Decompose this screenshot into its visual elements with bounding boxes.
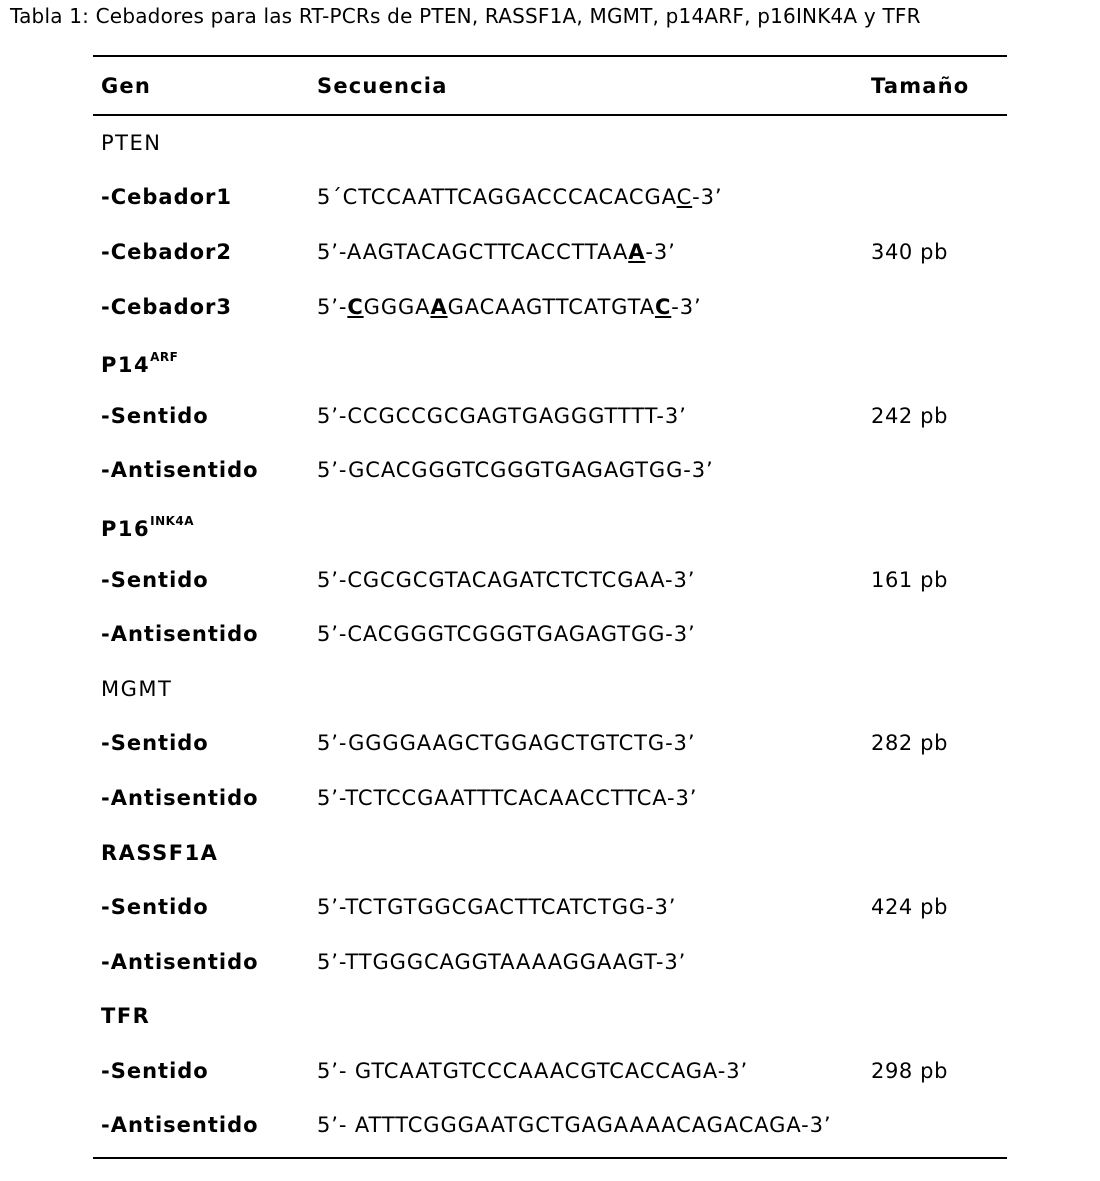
group-row-tfr	[93, 989, 1007, 1044]
header-secuencia: Secuencia	[317, 73, 448, 98]
primer-sequence: 5’-GGGGAAGCTGGAGCTGTCTG-3’	[317, 731, 696, 756]
group-row-rassf1a	[93, 825, 1007, 880]
product-size: 424 pb	[871, 895, 949, 920]
primer-sequence: 5’-CACGGGTCGGGTGAGAGTGG-3’	[317, 622, 696, 647]
table-row	[93, 225, 1007, 280]
primer-label: -Sentido	[101, 403, 209, 428]
table-row	[93, 934, 1007, 989]
table-row	[93, 771, 1007, 826]
header-tamano: Tamaño	[871, 73, 970, 98]
table-row	[93, 716, 1007, 771]
product-size: 161 pb	[871, 567, 949, 592]
primer-label: -Sentido	[101, 895, 209, 920]
table-row	[93, 552, 1007, 607]
primer-sequence: 5’-TCTGTGGCGACTTCATCTGG-3’	[317, 895, 677, 920]
primer-sequence: 5’-AAGTACAGCTTCACCTTAAA-3’	[317, 239, 676, 264]
primer-label: -Sentido	[101, 567, 209, 592]
primer-label: -Cebador3	[101, 294, 233, 319]
product-size: 282 pb	[871, 731, 949, 756]
table-row	[93, 443, 1007, 498]
primer-label: -Antisentido	[101, 458, 259, 483]
gene-name-p14: $P14^{ARF}$	[101, 350, 179, 378]
primer-label: -Sentido	[101, 731, 209, 756]
group-row-p16	[93, 498, 1007, 553]
table-caption: Tabla 1: Cebadores para las RT-PCRs de PTEN, RASSF1A, MGMT, p14ARF, p16INK4A y TFR	[10, 4, 921, 28]
gene-name-p16: $P16^{INK4A}$	[101, 513, 195, 541]
group-row-mgmt	[93, 661, 1007, 716]
primer-label: -Antisentido	[101, 622, 259, 647]
product-size: 298 pb	[871, 1058, 949, 1083]
primer-sequence: 5´CTCCAATTCAGGACCCACACGAC-3’	[317, 185, 723, 210]
primer-sequence: 5’-GCACGGGTCGGGTGAGAGTGG-3’	[317, 458, 714, 483]
primer-sequence: 5’-TCTCCGAATTTCACAACCTTCA-3’	[317, 785, 698, 810]
gene-name-pten: PTEN	[101, 130, 162, 155]
primer-label: -Cebador1	[101, 185, 233, 210]
primer-sequence: 5’-CGCGCGTACAGATCTCTCGAA-3’	[317, 567, 696, 592]
table-row	[93, 279, 1007, 334]
primer-label: -Sentido	[101, 1058, 209, 1083]
product-size: 242 pb	[871, 403, 949, 428]
primer-sequence: 5’-CGGGAAGACAAGTTCATGTAC-3’	[317, 294, 702, 319]
table-header-row	[93, 57, 1007, 114]
group-row-pten	[93, 116, 1007, 171]
primer-label: -Cebador2	[101, 239, 233, 264]
table-row	[93, 1044, 1007, 1099]
primer-label: -Antisentido	[101, 949, 259, 974]
table-row	[93, 607, 1007, 662]
primer-sequence: 5’- ATTTCGGGAATGCTGAGAAAACAGACAGA-3’	[317, 1113, 832, 1138]
table-row	[93, 170, 1007, 225]
table-bottom-rule	[93, 1157, 1007, 1159]
product-size: 340 pb	[871, 239, 949, 264]
primer-sequence: 5’- GTCAATGTCCCAAACGTCACCAGA-3’	[317, 1058, 749, 1083]
gene-name-tfr: TFR	[101, 1004, 151, 1029]
gene-name-rassf1a: RASSF1A	[101, 840, 219, 865]
primer-label: -Antisentido	[101, 1113, 259, 1138]
gene-name-mgmt: MGMT	[101, 676, 173, 701]
group-row-p14	[93, 334, 1007, 389]
table-row	[93, 1098, 1007, 1153]
primer-table	[93, 55, 1007, 1159]
primer-sequence: 5’-CCGCCGCGAGTGAGGGTTTT-3’	[317, 403, 687, 428]
primer-label: -Antisentido	[101, 785, 259, 810]
primer-sequence: 5’-TTGGGCAGGTAAAAGGAAGT-3’	[317, 949, 687, 974]
header-gen: Gen	[101, 73, 152, 98]
table-row	[93, 880, 1007, 935]
table-row	[93, 388, 1007, 443]
